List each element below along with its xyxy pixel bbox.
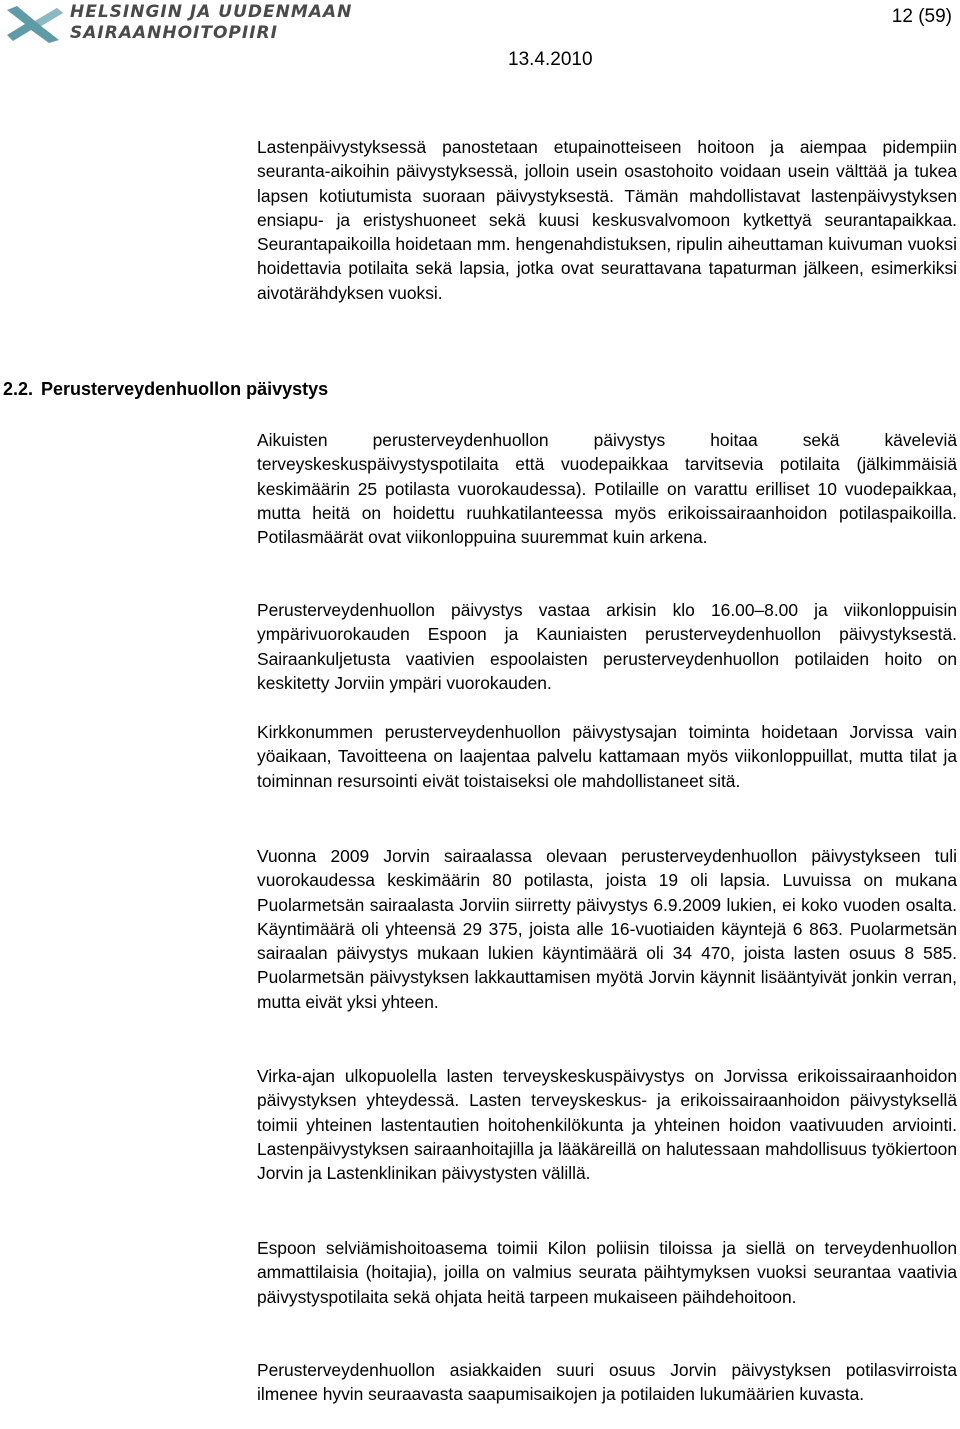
body-paragraph: Aikuisten perusterveydenhuollon päivystys hoitaa sekä käveleviä terveyskeskuspäivystyspotilaita että vuodepaikkaa tarvitsevia potilaita (jälkimmäisiä keskimäärin 25 potilasta vuorokaudessa). Potilaille on varattu erilliset 10 vuodepaikkaa, mutta heitä on hoidettu ruuhkatilanteessa myös erikoissairaanhoidon potilaspaikoilla. Potilasmäärät ovat viikonloppuina suuremmat kuin arkena. bbox=[257, 430, 957, 548]
page-header bbox=[0, 0, 960, 80]
page-number: 12 (59) bbox=[891, 6, 952, 27]
body-paragraph: Virka-ajan ulkopuolella lasten terveyskeskuspäivystys on Jorvissa erikoissairaanhoidon päivystyksen yhteydessä. Lasten terveyskeskus- ja erikoissairaanhoidon päivystyksellä toimii yhteinen lastentautien hoitohenkilökunta ja yhteinen hoidon vaativuuden arviointi. Lastenpäivystyksen sairaanhoitajilla ja lääkäreillä on halutessaan mahdollisuus työkiertoon Jorvin ja Lastenklinikan päivystysten välillä. bbox=[257, 1066, 957, 1184]
body-paragraph: Perusterveydenhuollon päivystys vastaa arkisin klo 16.00–8.00 ja viikonloppuisin ympärivuorokauden Espoon ja Kauniaisten perusterveydenhuollon päivystyksestä. Sairaankuljetusta vaativien espoolaisten perusterveydenhuollon potilaiden hoito on keskitetty Jorviin ympäri vuorokauden. bbox=[257, 600, 957, 693]
section-number: 2.2. bbox=[3, 379, 34, 399]
section-heading bbox=[3, 379, 328, 400]
body-paragraph: Kirkkonummen perusterveydenhuollon päivystysajan toiminta hoidetaan Jorvissa vain yöaikaan, Tavoitteena on laajentaa palvelu kattamaan myös viikonloppuillat, mutta tilat ja toiminnan resursointi eivät toistaiseksi ole mahdollistaneet sitä. bbox=[257, 722, 957, 791]
section-title: Perusterveydenhuollon päivystys bbox=[41, 379, 329, 399]
intro-paragraph: Lastenpäivystyksessä panostetaan etupainotteiseen hoitoon ja aiempaa pidempiin seuranta-aikoihin päivystyksessä, jolloin usein osastohoito voidaan usein välttää ja tukea lapsen kotiutumista suoraan päivystyksestä. Tämän mahdollistavat lastenpäivystyksen ensiapu- ja eristyshuoneet sekä kuusi keskusvalvomoon kytkettyä seurantapaikkaa. Seurantapaikoilla hoidetaan mm. hengenahdistuksen, ripulin aiheuttaman kuivuman vuoksi hoidettavia potilaita sekä lapsia, jotka ovat seurattavana tapaturman jälkeen, esimerkiksi aivotärähdyksen vuoksi. bbox=[257, 137, 957, 303]
organization-name-line-1: HELSINGIN JA UUDENMAAN bbox=[70, 2, 353, 22]
hus-logo-icon bbox=[4, 4, 66, 44]
document-date: 13.4.2010 bbox=[508, 49, 593, 70]
organization-name-line-2: SAIRAANHOITOPIIRI bbox=[70, 23, 278, 43]
body-paragraph: Perusterveydenhuollon asiakkaiden suuri osuus Jorvin päivystyksen potilasvirroista ilmenee hyvin seuraavasta saapumisaikojen ja potilaiden lukumäärien kuvasta. bbox=[257, 1360, 957, 1405]
body-paragraph: Espoon selviämishoitoasema toimii Kilon poliisin tiloissa ja siellä on terveydenhuollon ammattilaisia (hoitajia), joilla on valmius seurata päihtymyksen vuoksi seurantaa vaativia päivystyspotilaita sekä ohjata heitä tarpeen mukaiseen päihdehoitoon. bbox=[257, 1238, 957, 1307]
body-paragraph: Vuonna 2009 Jorvin sairaalassa olevaan perusterveydenhuollon päivystykseen tuli vuorokaudessa keskimäärin 80 potilasta, joista 19 oli lapsia. Luvuissa on mukana Puolarmetsän sairaalasta Jorviin siirretty päivystys 6.9.2009 lukien, ei koko vuoden osalta. Käyntimäärä oli yhteensä 29 375, joista alle 16-vuotiaiden käyntejä 6 863. Puolarmetsän sairaalan päivystys mukaan lukien käyntimäärä oli 34 470, joista lasten osuus 8 585. Puolarmetsän päivystyksen lakkauttamisen myötä Jorvin käynnit lisääntyivät jonkin verran, mutta eivät yksi yhteen. bbox=[257, 846, 957, 1012]
